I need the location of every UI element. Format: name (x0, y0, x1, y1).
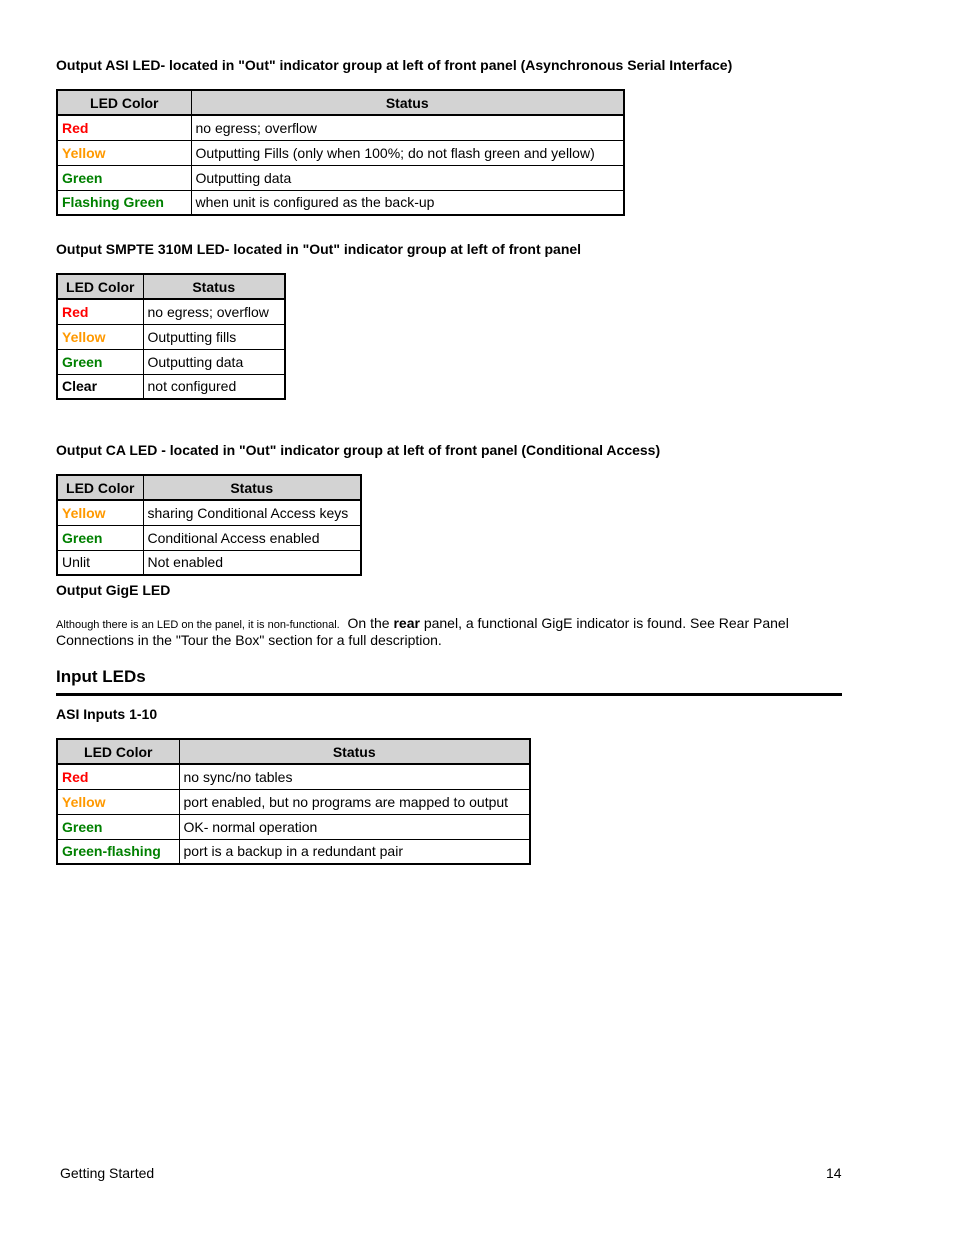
table-row (57, 789, 530, 814)
table-row (57, 525, 361, 550)
status-cell: port enabled, but no programs are mapped to output (179, 789, 530, 814)
header-status: Status (143, 274, 285, 299)
status-cell: Outputting Fills (only when 100%; do not flash green and yellow) (191, 140, 624, 165)
asi-output-heading: Output ASI LED- located in "Out" indicator group at left of front panel (Asynchronous Serial Interface) (56, 57, 733, 73)
table-row (57, 299, 285, 324)
led-color-cell: Yellow (57, 324, 143, 349)
gige-bold-word: rear (393, 615, 420, 631)
gige-small-note: Although there is an LED on the panel, it is non-functional. (56, 619, 340, 631)
table-row (57, 115, 624, 140)
led-color-cell: Yellow (57, 789, 179, 814)
table-header-row (57, 739, 530, 764)
status-cell: sharing Conditional Access keys (143, 500, 361, 525)
table-row (57, 764, 530, 789)
led-color-cell: Green-flashing (57, 839, 179, 864)
asi-inputs-table (56, 738, 531, 865)
led-color-cell: Green (57, 349, 143, 374)
status-cell: OK- normal operation (179, 814, 530, 839)
header-status: Status (143, 475, 361, 500)
status-cell: no sync/no tables (179, 764, 530, 789)
gige-text-before: On the (347, 615, 390, 631)
led-color-cell: Clear (57, 374, 143, 399)
table-row (57, 839, 530, 864)
table-header-row (57, 90, 624, 115)
table-row (57, 190, 624, 215)
footer-page-number: 14 (826, 1165, 842, 1181)
status-cell: no egress; overflow (143, 299, 285, 324)
gige-description-line2: Connections in the "Tour the Box" section for a full description. (56, 632, 442, 648)
led-color-cell: Yellow (57, 140, 191, 165)
led-color-cell: Green (57, 525, 143, 550)
table-row (57, 550, 361, 575)
section-divider (56, 693, 842, 696)
status-cell: Outputting fills (143, 324, 285, 349)
table-row (57, 324, 285, 349)
asi-output-table (56, 89, 625, 216)
status-cell: port is a backup in a redundant pair (179, 839, 530, 864)
table-row (57, 165, 624, 190)
header-led-color: LED Color (57, 475, 143, 500)
footer-section-title: Getting Started (60, 1165, 155, 1181)
status-cell: not configured (143, 374, 285, 399)
status-cell: no egress; overflow (191, 115, 624, 140)
status-cell: Not enabled (143, 550, 361, 575)
table-row (57, 814, 530, 839)
table-row (57, 500, 361, 525)
header-led-color: LED Color (57, 274, 143, 299)
asi-inputs-heading: ASI Inputs 1-10 (56, 706, 158, 722)
smpte-output-heading: Output SMPTE 310M LED- located in "Out" indicator group at left of front panel (56, 241, 582, 257)
table-row (57, 374, 285, 399)
led-color-cell: Green (57, 165, 191, 190)
led-color-cell: Red (57, 115, 191, 140)
status-cell: Outputting data (143, 349, 285, 374)
header-status: Status (191, 90, 624, 115)
led-color-cell: Unlit (57, 550, 143, 575)
table-header-row (57, 274, 285, 299)
status-cell: Outputting data (191, 165, 624, 190)
table-header-row (57, 475, 361, 500)
ca-output-heading: Output CA LED - located in "Out" indicator group at left of front panel (Conditional Access) (56, 442, 661, 458)
table-row (57, 349, 285, 374)
status-cell: Conditional Access enabled (143, 525, 361, 550)
gige-output-heading: Output GigE LED (56, 582, 171, 598)
header-led-color: LED Color (57, 739, 179, 764)
gige-text-after: panel, a functional GigE indicator is found. See Rear Panel (423, 615, 789, 631)
table-row (57, 140, 624, 165)
status-cell: when unit is configured as the back-up (191, 190, 624, 215)
ca-output-table (56, 474, 362, 576)
led-color-cell: Flashing Green (57, 190, 191, 215)
header-led-color: LED Color (57, 90, 191, 115)
led-color-cell: Green (57, 814, 179, 839)
input-leds-heading: Input LEDs (56, 667, 146, 686)
header-status: Status (179, 739, 530, 764)
led-color-cell: Yellow (57, 500, 143, 525)
smpte-output-table (56, 273, 286, 400)
led-color-cell: Red (57, 764, 179, 789)
led-color-cell: Red (57, 299, 143, 324)
